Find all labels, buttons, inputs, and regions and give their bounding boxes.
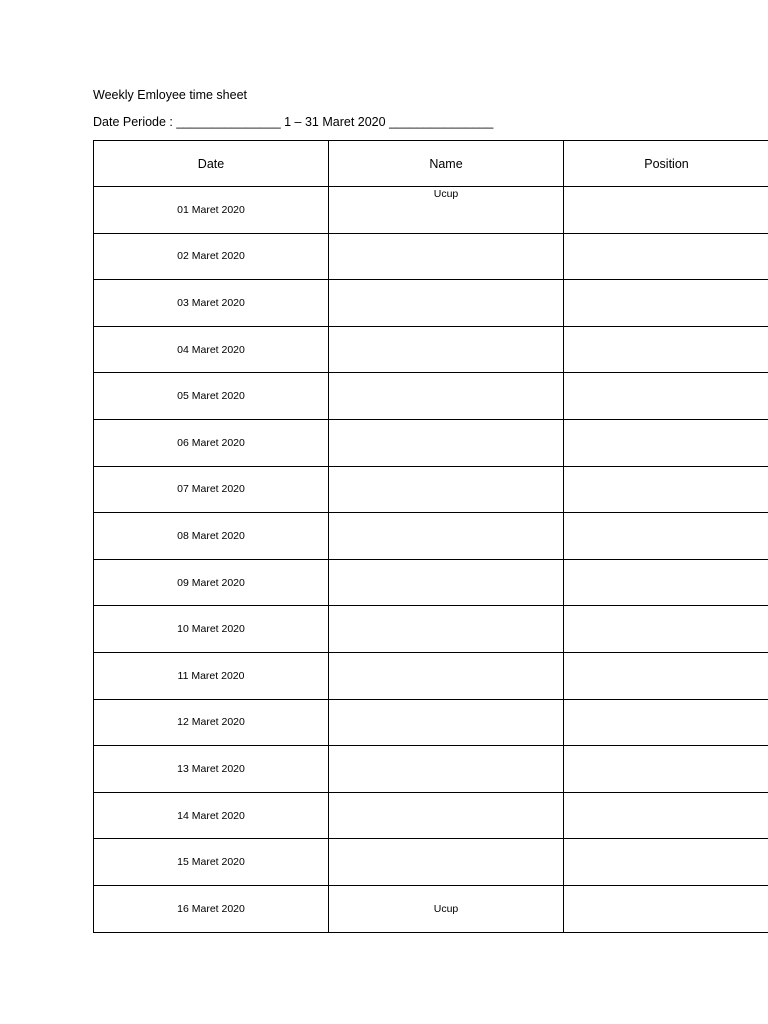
date-cell: 01 Maret 2020 xyxy=(94,187,329,234)
position-cell xyxy=(564,326,768,373)
position-cell xyxy=(564,746,768,793)
position-cell xyxy=(564,419,768,466)
date-cell: 13 Maret 2020 xyxy=(94,746,329,793)
table-row xyxy=(94,373,768,420)
date-cell: 08 Maret 2020 xyxy=(94,513,329,560)
date-cell: 14 Maret 2020 xyxy=(94,792,329,839)
header-position: Position xyxy=(564,141,768,187)
position-cell xyxy=(564,187,768,234)
table-row xyxy=(94,746,768,793)
position-cell xyxy=(564,466,768,513)
document-title: Weekly Emloyee time sheet xyxy=(93,88,247,102)
name-cell xyxy=(329,419,564,466)
date-cell: 03 Maret 2020 xyxy=(94,280,329,327)
table-row xyxy=(94,839,768,886)
name-cell xyxy=(329,187,564,234)
table-row xyxy=(94,699,768,746)
table-row xyxy=(94,513,768,560)
name-cell xyxy=(329,326,564,373)
position-cell xyxy=(564,373,768,420)
header-name: Name xyxy=(329,141,564,187)
table-row xyxy=(94,559,768,606)
date-cell: 05 Maret 2020 xyxy=(94,373,329,420)
date-cell: 09 Maret 2020 xyxy=(94,559,329,606)
position-cell xyxy=(564,839,768,886)
date-cell: 02 Maret 2020 xyxy=(94,233,329,280)
header-date: Date xyxy=(94,141,329,187)
name-cell xyxy=(329,606,564,653)
table-header-row xyxy=(94,141,768,187)
date-cell: 12 Maret 2020 xyxy=(94,699,329,746)
date-period: Date Periode : _______________ 1 – 31 Maret 2020 _______________ xyxy=(93,115,494,129)
date-cell: 07 Maret 2020 xyxy=(94,466,329,513)
name-cell xyxy=(329,280,564,327)
name-cell xyxy=(329,746,564,793)
table-row xyxy=(94,792,768,839)
table-row xyxy=(94,187,768,234)
date-cell: 10 Maret 2020 xyxy=(94,606,329,653)
name-cell xyxy=(329,792,564,839)
position-cell xyxy=(564,885,768,932)
table-row xyxy=(94,233,768,280)
table-row xyxy=(94,885,768,932)
position-cell xyxy=(564,559,768,606)
table-row xyxy=(94,652,768,699)
position-cell xyxy=(564,280,768,327)
name-cell: Ucup xyxy=(329,885,564,932)
table-row xyxy=(94,466,768,513)
timesheet-table xyxy=(93,140,768,933)
date-cell: 04 Maret 2020 xyxy=(94,326,329,373)
position-cell xyxy=(564,792,768,839)
name-text: Ucup xyxy=(433,188,459,200)
table-row xyxy=(94,419,768,466)
name-cell xyxy=(329,839,564,886)
table-row xyxy=(94,606,768,653)
position-cell xyxy=(564,233,768,280)
name-cell xyxy=(329,513,564,560)
table-row xyxy=(94,280,768,327)
position-cell xyxy=(564,606,768,653)
name-cell xyxy=(329,466,564,513)
position-cell xyxy=(564,699,768,746)
name-cell xyxy=(329,233,564,280)
table-row xyxy=(94,326,768,373)
date-cell: 16 Maret 2020 xyxy=(94,885,329,932)
date-cell: 15 Maret 2020 xyxy=(94,839,329,886)
position-cell xyxy=(564,652,768,699)
date-cell: 11 Maret 2020 xyxy=(94,652,329,699)
name-cell xyxy=(329,559,564,606)
name-cell xyxy=(329,373,564,420)
name-cell xyxy=(329,699,564,746)
position-cell xyxy=(564,513,768,560)
date-cell: 06 Maret 2020 xyxy=(94,419,329,466)
name-cell xyxy=(329,652,564,699)
